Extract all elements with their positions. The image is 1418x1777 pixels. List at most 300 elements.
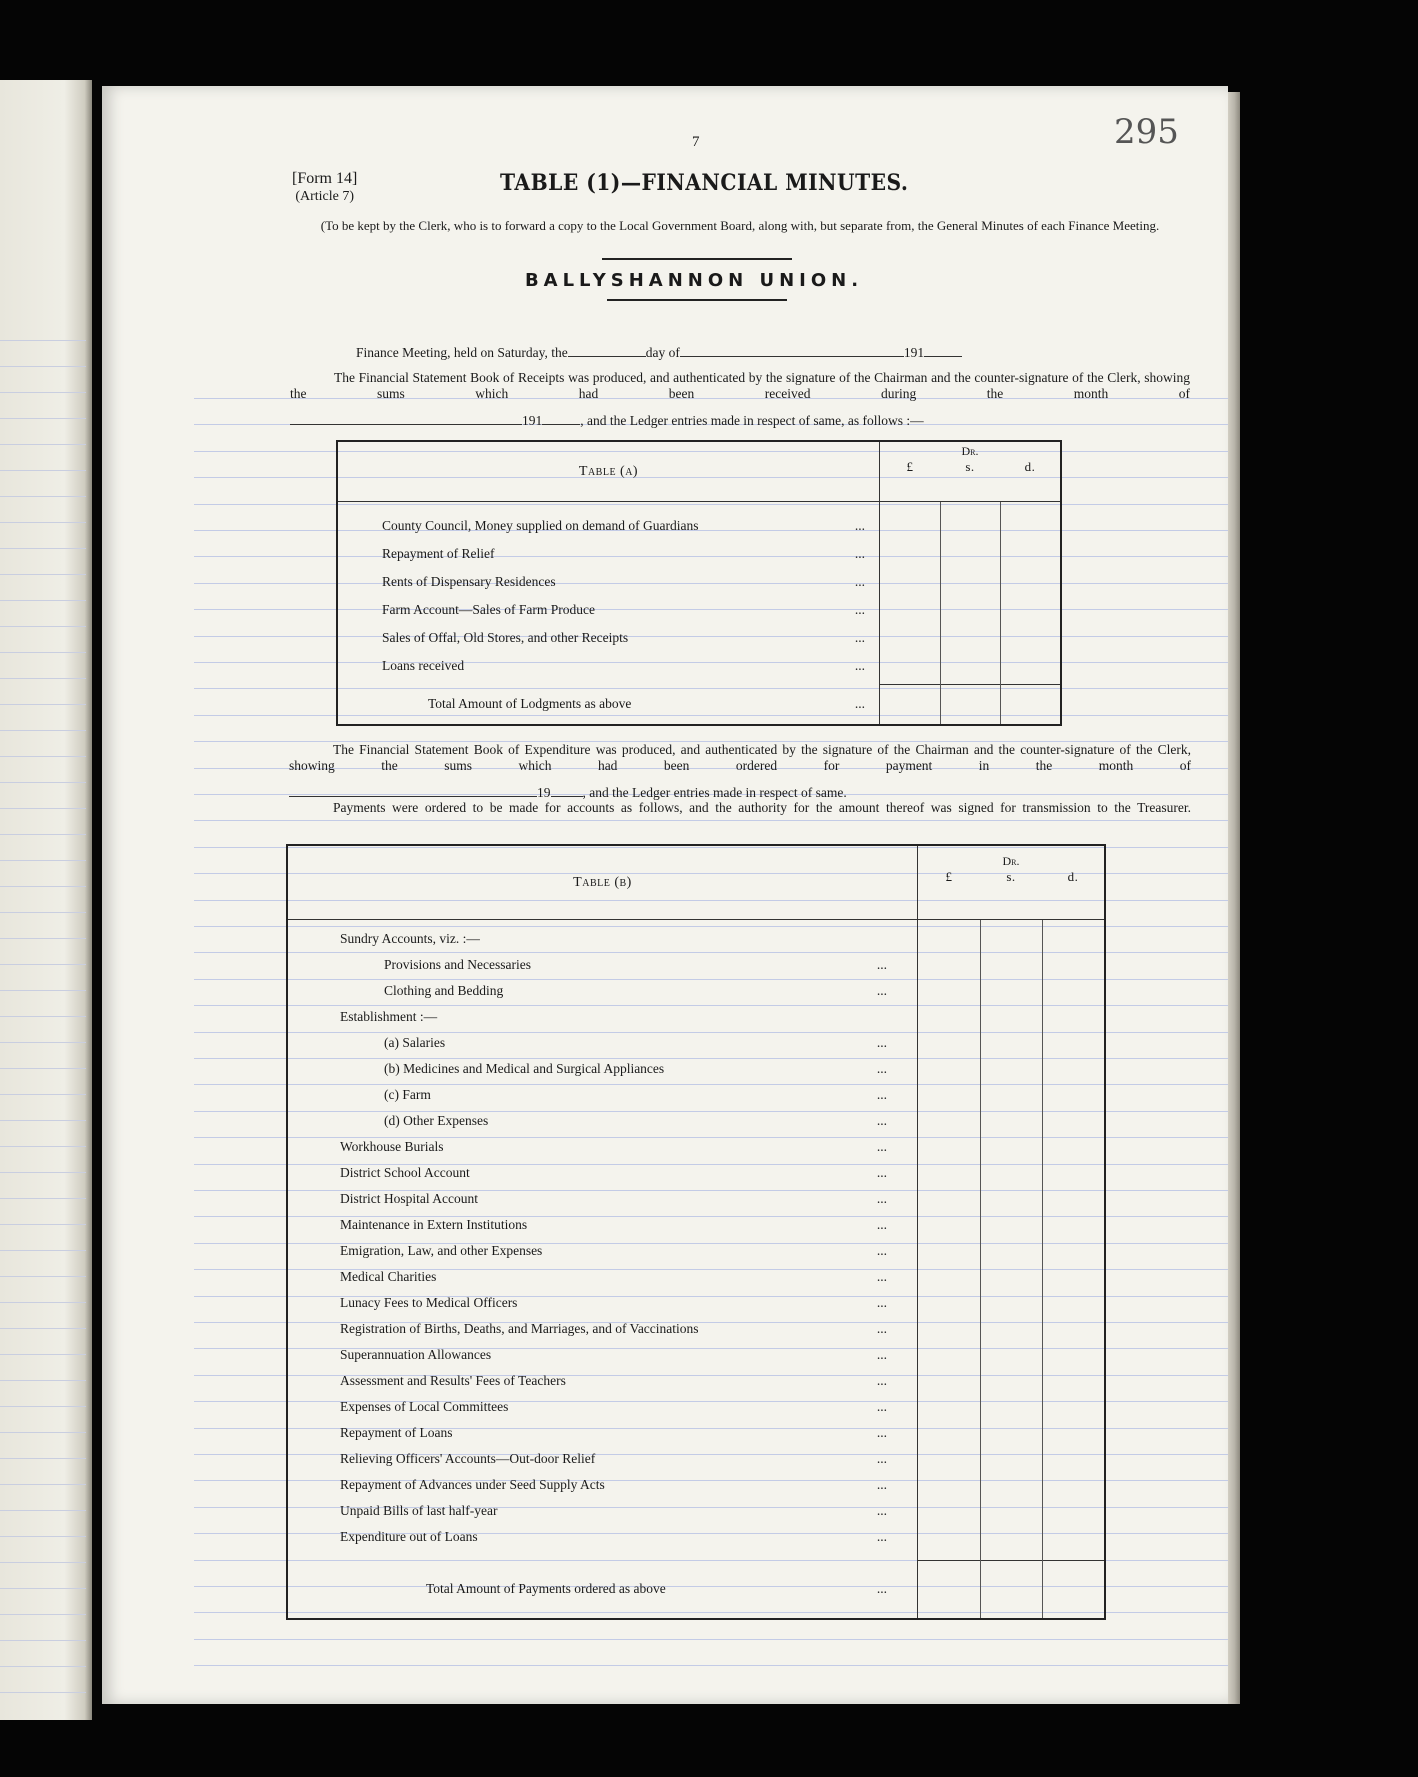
left-page-ruling bbox=[0, 1328, 86, 1329]
pounds-cell[interactable] bbox=[918, 1368, 981, 1394]
row-label: Maintenance in Extern Institutions bbox=[340, 1217, 528, 1232]
left-page-ruling bbox=[0, 808, 86, 809]
total-shillings-cell[interactable] bbox=[980, 1560, 1042, 1619]
shillings-cell[interactable] bbox=[980, 1368, 1042, 1394]
row-label: Repayment of Advances under Seed Supply Acts bbox=[340, 1477, 605, 1492]
pence-cell[interactable] bbox=[1042, 1082, 1105, 1108]
total-row bbox=[287, 1560, 1105, 1619]
expenditure-month-line bbox=[289, 784, 847, 801]
row-label: (c) Farm bbox=[384, 1087, 431, 1102]
leader-dots: ... bbox=[876, 1347, 887, 1362]
left-page-ruling bbox=[0, 418, 86, 419]
row-label-cell bbox=[287, 1420, 918, 1446]
receipts-month-blank[interactable] bbox=[290, 412, 522, 425]
left-page-ruling bbox=[0, 1432, 86, 1433]
shillings-cell[interactable] bbox=[980, 1394, 1042, 1420]
folio-number: 295 bbox=[1114, 112, 1179, 152]
table-row bbox=[287, 920, 1105, 953]
row-label-cell bbox=[287, 1160, 918, 1186]
leader-dots: ... bbox=[876, 1451, 887, 1466]
left-page-ruling bbox=[0, 886, 86, 887]
pence-cell[interactable] bbox=[1000, 652, 1061, 680]
pounds-cell[interactable] bbox=[918, 1056, 981, 1082]
left-page-ruling bbox=[0, 444, 86, 445]
form-label bbox=[292, 170, 357, 206]
row-label-cell bbox=[287, 1030, 918, 1056]
pounds-header: £ bbox=[918, 869, 981, 920]
left-page-ruling bbox=[0, 834, 86, 835]
leader-dots: ... bbox=[854, 658, 865, 673]
leader-dots: ... bbox=[854, 518, 865, 533]
pounds-cell[interactable] bbox=[880, 540, 941, 568]
left-page-ruling bbox=[0, 860, 86, 861]
left-page-ruling bbox=[0, 1380, 86, 1381]
pence-header: d. bbox=[1000, 459, 1061, 502]
meeting-day-of: day of bbox=[645, 345, 680, 360]
left-page-ruling bbox=[0, 1250, 86, 1251]
row-label: Farm Account—Sales of Farm Produce bbox=[382, 602, 595, 617]
pence-cell[interactable] bbox=[1042, 978, 1105, 1004]
year-blank[interactable] bbox=[924, 344, 962, 357]
shillings-cell[interactable] bbox=[980, 1134, 1042, 1160]
pence-cell[interactable] bbox=[1042, 1394, 1105, 1420]
leader-dots: ... bbox=[876, 1087, 887, 1102]
pounds-cell[interactable] bbox=[918, 1420, 981, 1446]
union-name: BALLYSHANNON UNION. bbox=[524, 270, 864, 291]
pounds-cell[interactable] bbox=[918, 1394, 981, 1420]
row-label-cell bbox=[287, 1446, 918, 1472]
table-row bbox=[287, 1446, 1105, 1472]
left-page-ruling bbox=[0, 1536, 86, 1537]
table-row bbox=[287, 952, 1105, 978]
table-row bbox=[287, 1394, 1105, 1420]
clerk-note: (To be kept by the Clerk, who is to forward a copy to the Local Government Board, along with, but separate from, the General Minutes of each Finance Meeting. bbox=[320, 218, 1160, 233]
shillings-cell[interactable] bbox=[980, 1290, 1042, 1316]
table-row bbox=[287, 1030, 1105, 1056]
table-row bbox=[287, 1368, 1105, 1394]
pounds-cell[interactable] bbox=[918, 1212, 981, 1238]
form-number: [Form 14] bbox=[292, 170, 358, 187]
table-row bbox=[287, 1342, 1105, 1368]
total-pence-cell[interactable] bbox=[1042, 1560, 1105, 1619]
receipts-paragraph: The Financial Statement Book of Receipts was produced, and authenticated by the signature of the Chairman and the counter-signature of the Clerk, showing the sums which had been received during the month of bbox=[290, 370, 1190, 401]
receipts-year: 191 bbox=[522, 413, 543, 428]
pounds-cell[interactable] bbox=[918, 1524, 981, 1550]
receipts-suffix: , and the Ledger entries made in respect of same, as follows :— bbox=[580, 413, 924, 428]
row-label: (b) Medicines and Medical and Surgical Appliances bbox=[384, 1061, 665, 1076]
pounds-cell[interactable] bbox=[880, 624, 941, 652]
leader-dots: ... bbox=[854, 696, 865, 711]
leader-dots: ... bbox=[876, 1477, 887, 1492]
expenditure-month-blank[interactable] bbox=[289, 784, 537, 797]
pence-cell[interactable] bbox=[1042, 952, 1105, 978]
leader-dots: ... bbox=[876, 1321, 887, 1336]
row-label-cell bbox=[287, 1472, 918, 1498]
leader-dots: ... bbox=[854, 574, 865, 589]
pence-cell[interactable] bbox=[1042, 1316, 1105, 1342]
pounds-cell[interactable] bbox=[918, 1004, 981, 1030]
receipts-month-line bbox=[290, 412, 924, 429]
row-label: (a) Salaries bbox=[384, 1035, 446, 1050]
pence-header: d. bbox=[1042, 869, 1105, 920]
shillings-cell[interactable] bbox=[980, 1498, 1042, 1524]
pounds-cell[interactable] bbox=[918, 1186, 981, 1212]
total-pounds-cell[interactable] bbox=[918, 1560, 981, 1619]
row-label-cell bbox=[287, 1004, 918, 1030]
row-label-cell bbox=[287, 1134, 918, 1160]
row-label: Emigration, Law, and other Expenses bbox=[340, 1243, 543, 1258]
shillings-cell[interactable] bbox=[940, 596, 1000, 624]
row-label-cell bbox=[337, 596, 880, 624]
left-page-ruling bbox=[0, 1692, 86, 1693]
shillings-cell[interactable] bbox=[980, 978, 1042, 1004]
leader-dots: ... bbox=[854, 546, 865, 561]
row-label: Unpaid Bills of last half-year bbox=[340, 1503, 498, 1518]
leader-dots: ... bbox=[876, 1113, 887, 1128]
pounds-cell[interactable] bbox=[918, 1160, 981, 1186]
left-page-ruling bbox=[0, 1484, 86, 1485]
day-blank[interactable] bbox=[568, 344, 646, 357]
row-label-cell bbox=[287, 1186, 918, 1212]
shillings-header: s. bbox=[980, 869, 1042, 920]
pence-cell[interactable] bbox=[1000, 568, 1061, 596]
shillings-cell[interactable] bbox=[980, 952, 1042, 978]
left-page-ruling bbox=[0, 730, 86, 731]
left-page-edge bbox=[0, 80, 92, 1720]
pounds-cell[interactable] bbox=[918, 1238, 981, 1264]
row-label-cell bbox=[287, 1212, 918, 1238]
pounds-cell[interactable] bbox=[880, 652, 941, 680]
pence-cell[interactable] bbox=[1000, 540, 1061, 568]
left-page-ruling bbox=[0, 548, 86, 549]
left-page-ruling bbox=[0, 912, 86, 913]
pence-cell[interactable] bbox=[1000, 624, 1061, 652]
row-label: Medical Charities bbox=[340, 1269, 437, 1284]
leader-dots: ... bbox=[876, 1581, 887, 1596]
page-number: 7 bbox=[692, 134, 700, 150]
row-label: District Hospital Account bbox=[340, 1191, 478, 1206]
leader-dots: ... bbox=[854, 602, 865, 617]
pence-cell[interactable] bbox=[1042, 1264, 1105, 1290]
total-label-cell bbox=[337, 684, 880, 725]
row-label-cell bbox=[287, 1342, 918, 1368]
left-page-ruling bbox=[0, 1666, 86, 1667]
pence-cell[interactable] bbox=[1042, 1524, 1105, 1550]
row-label: Establishment :— bbox=[340, 1009, 438, 1024]
pence-cell[interactable] bbox=[1042, 1342, 1105, 1368]
shillings-cell[interactable] bbox=[980, 920, 1042, 953]
meeting-year-prefix: 191 bbox=[903, 345, 925, 360]
table-row bbox=[287, 1082, 1105, 1108]
pounds-cell[interactable] bbox=[918, 1316, 981, 1342]
dr-header: Dr. bbox=[880, 441, 1062, 459]
pounds-cell[interactable] bbox=[918, 978, 981, 1004]
left-page-ruling bbox=[0, 756, 86, 757]
leader-dots: ... bbox=[876, 983, 887, 998]
shillings-header: s. bbox=[940, 459, 1000, 502]
row-label-cell bbox=[287, 1368, 918, 1394]
receipts-table bbox=[336, 440, 1062, 726]
shillings-cell[interactable] bbox=[940, 624, 1000, 652]
left-page-ruling bbox=[0, 1614, 86, 1615]
row-label: Rents of Dispensary Residences bbox=[382, 574, 556, 589]
total-row bbox=[337, 684, 1061, 725]
pence-cell[interactable] bbox=[1042, 1004, 1105, 1030]
pounds-cell[interactable] bbox=[918, 1082, 981, 1108]
payments-paragraph: Payments were ordered to be made for accounts as follows, and the authority for the amount thereof was signed for transmission to the Treasurer. bbox=[333, 800, 1191, 815]
leader-dots: ... bbox=[854, 630, 865, 645]
pence-cell[interactable] bbox=[1042, 1446, 1105, 1472]
pounds-header: £ bbox=[880, 459, 941, 502]
pounds-cell[interactable] bbox=[880, 568, 941, 596]
shillings-cell[interactable] bbox=[940, 652, 1000, 680]
shillings-cell[interactable] bbox=[980, 1446, 1042, 1472]
spacer-money-cell bbox=[980, 1550, 1042, 1560]
pence-cell[interactable] bbox=[1042, 1108, 1105, 1134]
form-article: (Article 7) bbox=[295, 189, 355, 204]
leader-dots: ... bbox=[876, 1529, 887, 1544]
pounds-cell[interactable] bbox=[880, 596, 941, 624]
page-ruling bbox=[194, 1665, 1228, 1666]
pounds-cell[interactable] bbox=[918, 920, 981, 953]
page-title: TABLE (1)—FINANCIAL MINUTES. bbox=[500, 170, 909, 196]
leader-dots: ... bbox=[876, 1217, 887, 1232]
left-page-ruling bbox=[0, 626, 86, 627]
shillings-cell[interactable] bbox=[980, 1160, 1042, 1186]
table-row bbox=[287, 1238, 1105, 1264]
row-label-cell bbox=[337, 502, 880, 541]
table-row bbox=[287, 1420, 1105, 1446]
shillings-cell[interactable] bbox=[980, 1004, 1042, 1030]
shillings-cell[interactable] bbox=[980, 1238, 1042, 1264]
shillings-cell[interactable] bbox=[980, 1030, 1042, 1056]
left-page-ruling bbox=[0, 392, 86, 393]
table-row bbox=[287, 1186, 1105, 1212]
leader-dots: ... bbox=[876, 1035, 887, 1050]
table-row bbox=[287, 1316, 1105, 1342]
total-pence-cell[interactable] bbox=[1000, 684, 1061, 725]
table-row bbox=[287, 978, 1105, 1004]
table-row bbox=[337, 652, 1061, 680]
table-row bbox=[287, 1004, 1105, 1030]
shillings-cell[interactable] bbox=[980, 1420, 1042, 1446]
row-label-cell bbox=[287, 920, 918, 953]
row-label-cell bbox=[287, 1290, 918, 1316]
pounds-cell[interactable] bbox=[918, 1342, 981, 1368]
pounds-cell[interactable] bbox=[918, 952, 981, 978]
shillings-cell[interactable] bbox=[980, 1212, 1042, 1238]
row-label-cell bbox=[337, 652, 880, 680]
expenditure-year-blank[interactable] bbox=[551, 784, 583, 797]
shillings-cell[interactable] bbox=[940, 502, 1000, 541]
spacer-money-cell bbox=[918, 1550, 981, 1560]
pence-cell[interactable] bbox=[1042, 1134, 1105, 1160]
shillings-cell[interactable] bbox=[980, 1342, 1042, 1368]
table-row bbox=[287, 1160, 1105, 1186]
left-page-ruling bbox=[0, 990, 86, 991]
shillings-cell[interactable] bbox=[980, 1056, 1042, 1082]
left-page-ruling bbox=[0, 1016, 86, 1017]
pence-cell[interactable] bbox=[1042, 1290, 1105, 1316]
pounds-cell[interactable] bbox=[918, 1472, 981, 1498]
row-label: Registration of Births, Deaths, and Marriages, and of Vaccinations bbox=[340, 1321, 699, 1336]
left-page-ruling bbox=[0, 1094, 86, 1095]
row-label: Provisions and Necessaries bbox=[384, 957, 531, 972]
left-page-ruling bbox=[0, 1354, 86, 1355]
left-page-ruling bbox=[0, 470, 86, 471]
pence-cell[interactable] bbox=[1000, 502, 1061, 541]
page-ruling bbox=[194, 820, 1228, 821]
row-label-cell bbox=[287, 1108, 918, 1134]
leader-dots: ... bbox=[876, 957, 887, 972]
left-page-ruling bbox=[0, 652, 86, 653]
union-rule-bottom bbox=[607, 299, 787, 301]
left-page-ruling bbox=[0, 1146, 86, 1147]
pounds-cell[interactable] bbox=[918, 1446, 981, 1472]
pence-cell[interactable] bbox=[1000, 596, 1061, 624]
dr-header: Dr. bbox=[918, 845, 1106, 869]
left-page-ruling bbox=[0, 1068, 86, 1069]
row-label: Repayment of Loans bbox=[340, 1425, 453, 1440]
leader-dots: ... bbox=[876, 1165, 887, 1180]
left-page-ruling bbox=[0, 1406, 86, 1407]
pence-cell[interactable] bbox=[1042, 1368, 1105, 1394]
pounds-cell[interactable] bbox=[918, 1264, 981, 1290]
left-page-ruling bbox=[0, 522, 86, 523]
left-page-ruling bbox=[0, 1276, 86, 1277]
spacer-row bbox=[287, 1550, 1105, 1560]
month-blank[interactable] bbox=[680, 344, 904, 357]
left-page-ruling bbox=[0, 366, 86, 367]
pounds-cell[interactable] bbox=[918, 1290, 981, 1316]
total-label-cell bbox=[287, 1560, 918, 1619]
pounds-cell[interactable] bbox=[918, 1498, 981, 1524]
leader-dots: ... bbox=[876, 1425, 887, 1440]
expenditure-table bbox=[286, 844, 1106, 1620]
total-label: Total Amount of Lodgments as above bbox=[428, 696, 632, 711]
row-label-cell bbox=[287, 1394, 918, 1420]
page-stack-edge bbox=[1226, 92, 1240, 1704]
left-page-ruling bbox=[0, 496, 86, 497]
pence-cell[interactable] bbox=[1042, 920, 1105, 953]
table-row bbox=[287, 1524, 1105, 1550]
page-ruling bbox=[194, 1639, 1228, 1640]
pence-cell[interactable] bbox=[1042, 1238, 1105, 1264]
row-label-cell bbox=[287, 1082, 918, 1108]
pounds-cell[interactable] bbox=[880, 502, 941, 541]
pence-cell[interactable] bbox=[1042, 1160, 1105, 1186]
expenditure-paragraph: The Financial Statement Book of Expenditure was produced, and authenticated by the signature of the Chairman and the counter-signature of the Clerk, showing the sums which had been ordered for payment in the month of bbox=[289, 742, 1191, 773]
left-page-ruling bbox=[0, 600, 86, 601]
row-label: Expenditure out of Loans bbox=[340, 1529, 478, 1544]
left-page-ruling bbox=[0, 1198, 86, 1199]
union-rule-top bbox=[602, 258, 792, 260]
row-label-cell bbox=[287, 952, 918, 978]
row-label-cell bbox=[287, 1498, 918, 1524]
shillings-cell[interactable] bbox=[980, 1082, 1042, 1108]
pence-cell[interactable] bbox=[1042, 1186, 1105, 1212]
table-row bbox=[337, 502, 1061, 541]
row-label: Repayment of Relief bbox=[382, 546, 495, 561]
expenditure-year: 19 bbox=[537, 785, 551, 800]
table-row bbox=[287, 1134, 1105, 1160]
shillings-cell[interactable] bbox=[980, 1186, 1042, 1212]
table-row bbox=[287, 1472, 1105, 1498]
row-label-cell bbox=[337, 624, 880, 652]
row-label-cell bbox=[337, 540, 880, 568]
leader-dots: ... bbox=[876, 1373, 887, 1388]
row-label: Loans received bbox=[382, 658, 465, 673]
left-page-ruling bbox=[0, 1120, 86, 1121]
row-label: Workhouse Burials bbox=[340, 1139, 444, 1154]
left-page-ruling bbox=[0, 1640, 86, 1641]
meeting-line bbox=[356, 344, 962, 361]
table-row bbox=[287, 1108, 1105, 1134]
row-label: Superannuation Allowances bbox=[340, 1347, 492, 1362]
row-label: Lunacy Fees to Medical Officers bbox=[340, 1295, 518, 1310]
left-page-ruling bbox=[0, 574, 86, 575]
table-row bbox=[287, 1290, 1105, 1316]
row-label-cell bbox=[287, 1316, 918, 1342]
pence-cell[interactable] bbox=[1042, 1030, 1105, 1056]
leader-dots: ... bbox=[876, 1399, 887, 1414]
leader-dots: ... bbox=[876, 1243, 887, 1258]
row-label-cell bbox=[287, 1238, 918, 1264]
left-page-ruling bbox=[0, 704, 86, 705]
row-label: Clothing and Bedding bbox=[384, 983, 504, 998]
shillings-cell[interactable] bbox=[980, 1108, 1042, 1134]
shillings-cell[interactable] bbox=[980, 1524, 1042, 1550]
shillings-cell[interactable] bbox=[980, 1316, 1042, 1342]
table-header-row bbox=[337, 441, 1061, 459]
left-page-ruling bbox=[0, 678, 86, 679]
pounds-cell[interactable] bbox=[918, 1108, 981, 1134]
row-label: Sales of Offal, Old Stores, and other Receipts bbox=[382, 630, 629, 645]
receipts-year-blank[interactable] bbox=[542, 412, 580, 425]
row-label: (d) Other Expenses bbox=[384, 1113, 489, 1128]
row-label-cell bbox=[287, 978, 918, 1004]
table-row bbox=[287, 1056, 1105, 1082]
expenditure-suffix: , and the Ledger entries made in respect of same. bbox=[582, 785, 847, 800]
left-page-ruling bbox=[0, 1042, 86, 1043]
left-page-ruling bbox=[0, 1302, 86, 1303]
pence-cell[interactable] bbox=[1042, 1472, 1105, 1498]
pence-cell[interactable] bbox=[1042, 1498, 1105, 1524]
total-label: Total Amount of Payments ordered as above bbox=[426, 1581, 666, 1596]
shillings-cell[interactable] bbox=[940, 540, 1000, 568]
row-label-cell bbox=[287, 1056, 918, 1082]
left-page-ruling bbox=[0, 782, 86, 783]
left-page-ruling bbox=[0, 1588, 86, 1589]
table-row bbox=[287, 1264, 1105, 1290]
total-shillings-cell[interactable] bbox=[940, 684, 1000, 725]
pounds-cell[interactable] bbox=[918, 1134, 981, 1160]
row-label: Sundry Accounts, viz. :— bbox=[340, 931, 480, 946]
table-header-row bbox=[287, 845, 1105, 869]
total-pounds-cell[interactable] bbox=[880, 684, 941, 725]
shillings-cell[interactable] bbox=[980, 1472, 1042, 1498]
pence-cell[interactable] bbox=[1042, 1056, 1105, 1082]
pence-cell[interactable] bbox=[1042, 1420, 1105, 1446]
row-label: Assessment and Results' Fees of Teachers bbox=[340, 1373, 566, 1388]
left-page-ruling bbox=[0, 964, 86, 965]
row-label: District School Account bbox=[340, 1165, 470, 1180]
shillings-cell[interactable] bbox=[980, 1264, 1042, 1290]
table-row bbox=[287, 1212, 1105, 1238]
pence-cell[interactable] bbox=[1042, 1212, 1105, 1238]
shillings-cell[interactable] bbox=[940, 568, 1000, 596]
pounds-cell[interactable] bbox=[918, 1030, 981, 1056]
